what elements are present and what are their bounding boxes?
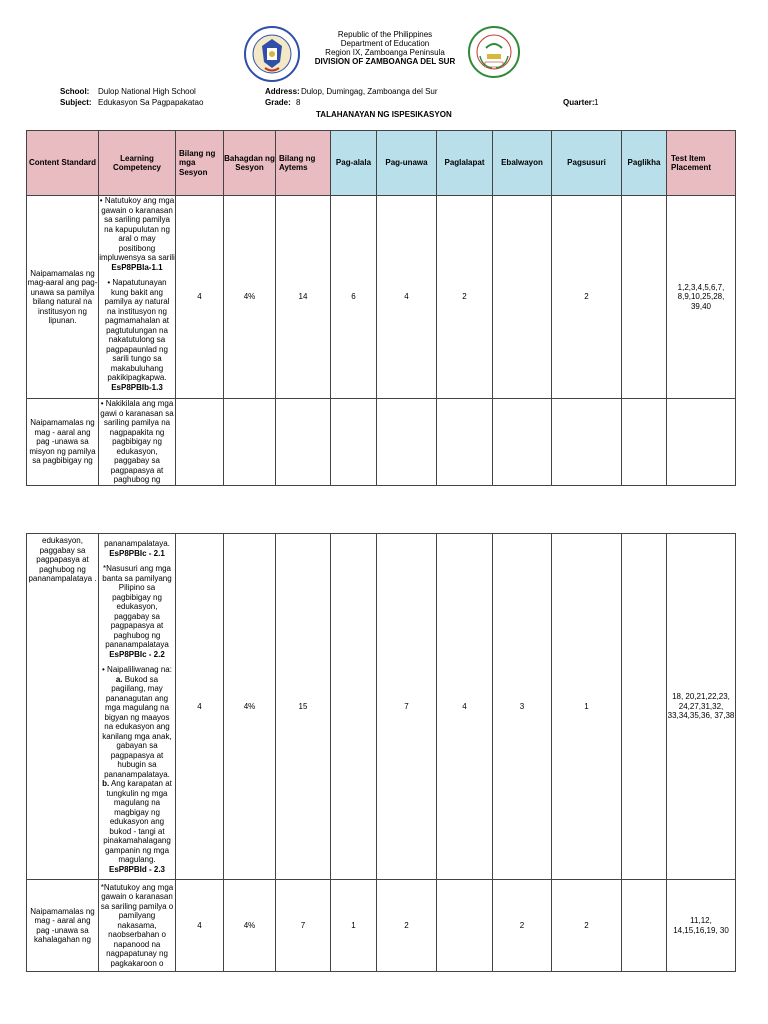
table-row: [27, 880, 736, 972]
test-item-placement-cell: 1,2,3,4,5,6,7, 8,9,10,25,28, 39,40: [667, 196, 736, 399]
deped-seal-logo: [243, 26, 301, 82]
header-test-item-placement: Test Item Placement: [667, 131, 736, 196]
aytems-cell: 15: [276, 534, 331, 880]
ebalwayon-cell: 2: [493, 880, 552, 972]
table-row: [27, 399, 736, 486]
competency-text: pananampalataya.: [104, 539, 170, 548]
list-marker: a.: [115, 674, 123, 684]
competency-text: • Natutukoy ang mga gawain o karanasan sa sariling pamilya na kapupulutan ng aral o may positibong impluwensya sa sarili: [99, 196, 175, 262]
school-value: Dulop National High School: [98, 87, 196, 96]
header-learning-competency: Learning Competency: [99, 131, 176, 196]
paglalapat-cell: 2: [437, 196, 493, 399]
pagsusuri-cell: 1: [552, 534, 622, 880]
school-seal-logo: [468, 26, 520, 78]
paglikha-cell: [622, 399, 667, 486]
test-item-placement-cell: 18, 20,21,22,23, 24,27,31,32, 33,34,35,36, 37,38: [667, 534, 736, 880]
competency-code: EsP8PBIc - 2.1: [109, 548, 165, 558]
address-label: Address:: [265, 87, 300, 96]
learning-competency-cell: [99, 534, 176, 880]
competency-text: • Naipaliliwanag na:: [102, 665, 172, 674]
competency-code: EsP8PBId - 2.3: [108, 864, 166, 874]
agency-header: [300, 30, 470, 66]
paglikha-cell: [622, 196, 667, 399]
sesyon-cell: 4: [176, 196, 224, 399]
pag-unawa-cell: [377, 399, 437, 486]
table-header-row: [27, 131, 736, 196]
learning-competency-cell: [99, 196, 176, 399]
pag-alala-cell: [331, 399, 377, 486]
bahagdan-cell: 4%: [224, 880, 276, 972]
sesyon-cell: 4: [176, 880, 224, 972]
list-marker: b.: [102, 779, 110, 788]
pag-alala-cell: [331, 534, 377, 880]
paglalapat-cell: [437, 399, 493, 486]
learning-competency-cell: • Nakikilala ang mga gawi o karanasan sa sariling pamilya na nagpapakita ng pagbibigay ng edukasyon, paggabay sa pagpapasya at paghubog ng: [100, 399, 174, 484]
header-line-4: DIVISION OF ZAMBOANGA DEL SUR: [314, 57, 456, 66]
header-bahagdan-sesyon: Bahagdan ng Sesyon: [224, 131, 276, 196]
aytems-cell: 7: [276, 880, 331, 972]
subject-label: Subject:: [60, 98, 92, 107]
paglalapat-cell: 4: [437, 534, 493, 880]
competency-code: EsP8PBIc - 2.2: [109, 649, 165, 659]
pag-unawa-cell: 2: [377, 880, 437, 972]
content-standard-cell: edukasyon, paggabay sa pagpapasya at paghubog ng pananampalataya .: [27, 534, 99, 880]
header-pagsusuri: Pagsusuri: [552, 131, 622, 196]
address-value: Dulop, Dumingag, Zamboanga del Sur: [301, 87, 438, 96]
competency-text: • Napatutunayan kung bakit ang pamilya ay natural na institusyon ng pagmamahalan at pagtutulungan na nakatutulong sa pagpapaunlad ng sarili tungo sa makabuluhang pakikipagkapwa.: [104, 278, 170, 382]
header-paglikha: Paglikha: [622, 131, 667, 196]
specification-table-top: [26, 130, 736, 486]
header-pag-unawa: Pag-unawa: [377, 131, 437, 196]
sesyon-cell: 4: [176, 534, 224, 880]
header-line-2: Department of Education: [340, 39, 430, 48]
content-standard-cell: Naipamamalas ng mag - aaral ang pag -unawa sa kahalagahan ng: [27, 880, 99, 972]
aytems-cell: 14: [276, 196, 331, 399]
competency-code: EsP8PBIa-1.1: [111, 262, 163, 272]
bahagdan-cell: [224, 399, 276, 486]
aytems-cell: [276, 399, 331, 486]
header-pag-alala: Pag-alala: [331, 131, 377, 196]
quarter-value: 1: [594, 98, 599, 107]
grade-label: Grade:: [265, 98, 291, 107]
pagsusuri-cell: 2: [552, 196, 622, 399]
learning-competency-cell: *Natutukoy ang mga gawain o karanasan sa sariling pamilya o pamilyang nakasama, naobserbahan o napanood na nagpapatunay ng pagkakaroon o: [99, 880, 176, 972]
document-title: TALAHANAYAN NG ISPESIKASYON: [316, 110, 452, 119]
school-label: School:: [60, 87, 90, 96]
test-item-placement-cell: [667, 399, 736, 486]
pagsusuri-cell: [552, 399, 622, 486]
header-paglalapat: Paglalapat: [437, 131, 493, 196]
paglikha-cell: [622, 534, 667, 880]
table-row: [27, 196, 736, 399]
content-standard-cell: Naipamamalas ng mag - aaral ang pag -unawa sa misyon ng pamilya sa pagbibigay ng: [27, 399, 99, 486]
header-bilang-aytems: Bilang ng Aytems: [276, 131, 331, 196]
competency-text: Ang karapatan at tungkulin ng mga magulang na magbigay ng edukasyon ang bukod - tangi at pinakamahalagang gampanin ng mga magulang.: [103, 779, 172, 864]
header-line-3: Region IX, Zamboanga Peninsula: [325, 48, 445, 57]
quarter-label: Quarter:: [563, 98, 595, 107]
pag-alala-cell: 1: [331, 880, 377, 972]
paglikha-cell: [622, 880, 667, 972]
ebalwayon-cell: [493, 399, 552, 486]
table-row: [27, 534, 736, 880]
grade-value: 8: [296, 98, 301, 107]
ebalwayon-cell: 3: [493, 534, 552, 880]
header-content-standard: Content Standard: [27, 131, 99, 196]
header-bilang-sesyon: Bilang ng mga Sesyon: [176, 131, 224, 196]
pag-unawa-cell: 7: [377, 534, 437, 880]
ebalwayon-cell: [493, 196, 552, 399]
specification-table-bottom: [26, 533, 736, 972]
pagsusuri-cell: 2: [552, 880, 622, 972]
paglalapat-cell: [437, 880, 493, 972]
competency-text: *Nasusuri ang mga banta sa pamilyang Pilipino sa pagbibigay ng edukasyon, paggabay sa pagpapasya at paghubog ng pananampalataya: [102, 564, 172, 649]
competency-text: Bukod sa pagiilang, may pananagutan ang mga magulang na bigyan ng maayos na edukasyon ang kanilang mga anak, gabayan sa pagpapasya at hubugin sa pananampalataya.: [102, 674, 172, 779]
content-standard-cell: Naipamamalas ng mag-aaral ang pag-unawa sa pamilya bilang natural na institusyon ng lipunan.: [27, 196, 99, 399]
subject-value: Edukasyon Sa Pagpapakatao: [98, 98, 204, 107]
bahagdan-cell: 4%: [224, 196, 276, 399]
competency-code: EsP8PBIb-1.3: [111, 382, 163, 392]
sesyon-cell: [176, 399, 224, 486]
pag-unawa-cell: 4: [377, 196, 437, 399]
test-item-placement-cell: 11,12, 14,15,16,19, 30: [667, 880, 736, 972]
header-ebalwayon: Ebalwayon: [493, 131, 552, 196]
pag-alala-cell: 6: [331, 196, 377, 399]
header-line-1: Republic of the Philippines: [337, 30, 433, 39]
bahagdan-cell: 4%: [224, 534, 276, 880]
